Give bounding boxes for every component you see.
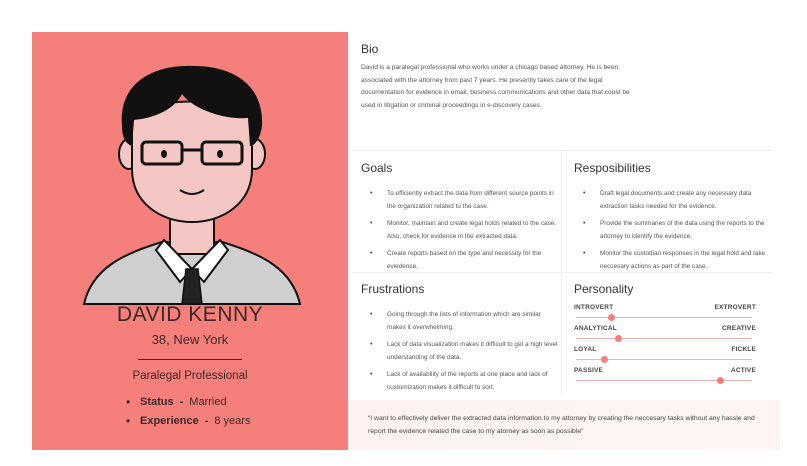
- divider: [138, 359, 242, 360]
- fact-status: • Status - Married: [126, 396, 250, 408]
- responsibilities-section: [574, 161, 774, 277]
- trait-slider[interactable]: LOYAL FICKLE: [574, 346, 756, 367]
- slider-knob[interactable]: [601, 356, 608, 363]
- trait-slider[interactable]: PASSIVE ACTIVE: [574, 367, 756, 388]
- list-item: • Monitor, maintain and create legal holds related to the case. Also, check for evidence in the extracted data.: [361, 217, 561, 243]
- trait-slider[interactable]: INTROVERT EXTROVERT: [574, 304, 756, 325]
- slider-track: [576, 317, 752, 318]
- bio-title: Bio: [361, 42, 379, 56]
- list-item: • Provide the summaries of the data using the reports to the attorney to identify the evidence.: [574, 217, 774, 243]
- personality-section: [574, 282, 756, 388]
- list-item: • To efficiently extract the data from different source points in the organization related to the case.: [361, 187, 561, 213]
- list-item: • Create reports based on the type and necessity for the eviedence.: [361, 247, 561, 273]
- list-item: • Going through the lists of information which are similar makes it overwhelming.: [361, 308, 561, 334]
- trait-slider[interactable]: ANALYTICAL CREATIVE: [574, 325, 756, 346]
- details-panel: [348, 32, 780, 450]
- quote-box: [348, 400, 780, 450]
- slider-track: [576, 338, 752, 339]
- slider-knob[interactable]: [608, 314, 615, 321]
- bio-text: David is a paralegal professional who works under a chicago based attorney. He is been associated with the attorney from past 7 years. He presently takes care of the legal documentation for evidence in email, business communications and other data that could be used in litigation or criminal proceedings in e-discovery cases.: [361, 64, 630, 109]
- list-item: • Draft legal documents and create any necessary data extraction tasks needed for the evidence.: [574, 187, 774, 213]
- persona-quote: “I want to effectively deliver the extracted data information to my attorney by creating the neccesary tasks without any hassle and report the evidence related the case to my atorney as soon as possible”: [368, 415, 755, 435]
- persona-role: Paralegal Professional: [132, 370, 248, 382]
- list-item: • Lack of data visualization makes it difficult to get a high level understanding of the data.: [361, 338, 561, 364]
- list-item: • Monitor the custodian responses in the legal hold and take neccesary actions as part of the case.: [574, 247, 774, 273]
- fact-experience: • Experience - 8 years: [126, 415, 250, 427]
- persona-age-location: 38, New York: [151, 332, 229, 347]
- bio-section: [361, 42, 631, 112]
- goals-title: Goals: [361, 161, 393, 175]
- goals-section: [361, 161, 561, 277]
- personality-title: Personality: [574, 282, 634, 296]
- divider: [352, 150, 772, 151]
- person-avatar-icon: [82, 54, 302, 316]
- slider-track: [576, 380, 752, 381]
- slider-knob[interactable]: [615, 335, 622, 342]
- profile-panel: [32, 32, 348, 450]
- frustrations-title: Frustrations: [361, 282, 425, 296]
- persona-facts: [126, 396, 250, 434]
- list-item: • Lack of availability of the reports at one place and lack of customization makes it difficult to sort.: [361, 368, 561, 394]
- responsibilities-title: Resposibilities: [574, 161, 651, 175]
- frustrations-section: [361, 282, 561, 398]
- persona-name: DAVID KENNY: [116, 303, 264, 326]
- slider-knob[interactable]: [717, 377, 724, 384]
